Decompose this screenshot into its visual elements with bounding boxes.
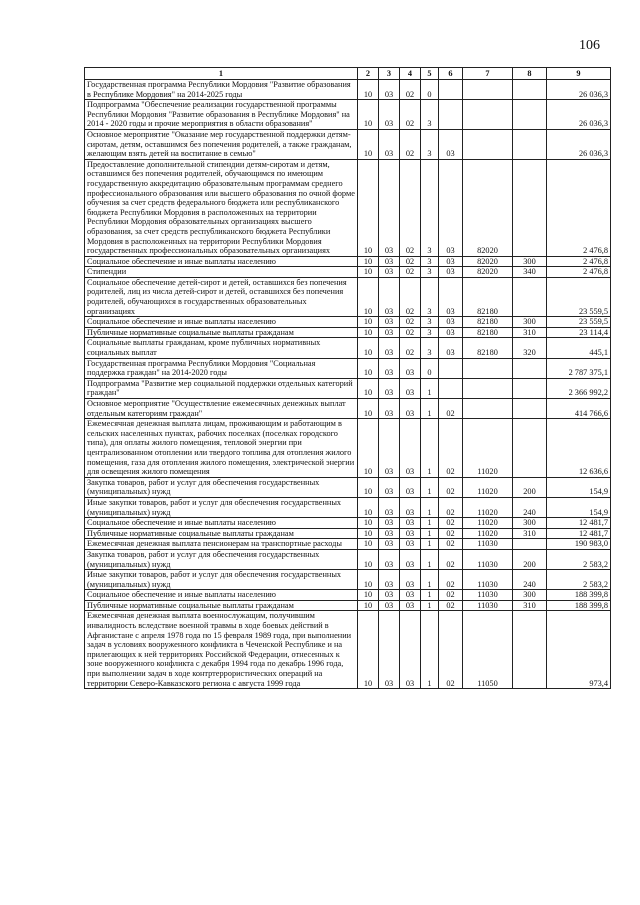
direction-code: 11030 xyxy=(463,590,513,601)
subsection-code: 03 xyxy=(379,477,400,497)
expense-type-code: 200 xyxy=(513,549,547,569)
subprogram-code: 1 xyxy=(421,528,439,539)
section-code: 10 xyxy=(358,600,379,611)
section-code: 10 xyxy=(358,518,379,529)
direction-code xyxy=(463,378,513,398)
column-header: 1 xyxy=(85,68,358,80)
expense-type-code xyxy=(513,100,547,130)
table-row xyxy=(85,317,611,328)
subprogram-code: 1 xyxy=(421,539,439,550)
table-row xyxy=(85,539,611,550)
column-header: 2 xyxy=(358,68,379,80)
subprogram-code: 3 xyxy=(421,267,439,278)
direction-code: 11030 xyxy=(463,570,513,590)
subprogram-code: 1 xyxy=(421,611,439,689)
section-code: 10 xyxy=(358,497,379,517)
section-code: 10 xyxy=(358,100,379,130)
subprogram-code: 3 xyxy=(421,159,439,256)
program-code: 02 xyxy=(400,129,421,159)
row-name: Социальное обеспечение и иные выплаты населению xyxy=(85,590,358,601)
direction-code xyxy=(463,399,513,419)
column-header: 8 xyxy=(513,68,547,80)
program-code: 03 xyxy=(400,477,421,497)
subsection-code: 03 xyxy=(379,358,400,378)
direction-code xyxy=(463,80,513,100)
expense-type-code: 340 xyxy=(513,267,547,278)
table-row xyxy=(85,378,611,398)
amount: 2 476,8 xyxy=(547,267,611,278)
program-code: 03 xyxy=(400,549,421,569)
table-row xyxy=(85,256,611,267)
section-code: 10 xyxy=(358,327,379,338)
row-name: Подпрограмма "Обеспечение реализации государственной программы Республики Мордовия "Развитие образования в Республике Мордовия" на 2014 - 2020 годы и прочие мероприятия в области образования" xyxy=(85,100,358,130)
subsection-code: 03 xyxy=(379,528,400,539)
direction-code: 11020 xyxy=(463,528,513,539)
row-name: Социальное обеспечение и иные выплаты населению xyxy=(85,317,358,328)
section-code: 10 xyxy=(358,539,379,550)
subprogram-code: 0 xyxy=(421,358,439,378)
expense-type-code xyxy=(513,277,547,316)
subprogram-code: 1 xyxy=(421,497,439,517)
subprogram-code: 1 xyxy=(421,549,439,569)
section-code: 10 xyxy=(358,611,379,689)
program-code: 02 xyxy=(400,317,421,328)
amount: 23 114,4 xyxy=(547,327,611,338)
activity-code: 03 xyxy=(439,277,463,316)
activity-code: 02 xyxy=(439,528,463,539)
section-code: 10 xyxy=(358,419,379,478)
subprogram-code: 0 xyxy=(421,80,439,100)
amount: 26 036,3 xyxy=(547,129,611,159)
section-code: 10 xyxy=(358,267,379,278)
amount: 2 787 375,1 xyxy=(547,358,611,378)
section-code: 10 xyxy=(358,477,379,497)
row-name: Социальное обеспечение и иные выплаты населению xyxy=(85,256,358,267)
activity-code xyxy=(439,358,463,378)
subprogram-code: 1 xyxy=(421,518,439,529)
section-code: 10 xyxy=(358,80,379,100)
subsection-code: 03 xyxy=(379,590,400,601)
subprogram-code: 1 xyxy=(421,378,439,398)
direction-code: 82180 xyxy=(463,327,513,338)
amount: 188 399,8 xyxy=(547,590,611,601)
subsection-code: 03 xyxy=(379,129,400,159)
subsection-code: 03 xyxy=(379,570,400,590)
direction-code: 82020 xyxy=(463,159,513,256)
row-name: Закупка товаров, работ и услуг для обеспечения государственных (муниципальных) нужд xyxy=(85,477,358,497)
expense-type-code: 200 xyxy=(513,477,547,497)
column-header: 7 xyxy=(463,68,513,80)
table-row xyxy=(85,611,611,689)
subprogram-code: 3 xyxy=(421,277,439,316)
subsection-code: 03 xyxy=(379,518,400,529)
program-code: 03 xyxy=(400,528,421,539)
amount: 12 481,7 xyxy=(547,518,611,529)
row-name: Подпрограмма "Развитие мер социальной поддержки отдельных категорий граждан" xyxy=(85,378,358,398)
direction-code: 11020 xyxy=(463,477,513,497)
row-name: Публичные нормативные социальные выплаты гражданам xyxy=(85,600,358,611)
direction-code: 82180 xyxy=(463,317,513,328)
amount: 2 583,2 xyxy=(547,570,611,590)
row-name: Иные закупки товаров, работ и услуг для обеспечения государственных (муниципальных) нужд xyxy=(85,570,358,590)
amount: 2 366 992,2 xyxy=(547,378,611,398)
row-name: Социальные выплаты гражданам, кроме публичных нормативных социальных выплат xyxy=(85,338,358,358)
row-name: Государственная программа Республики Мордовия "Развитие образования в Республике Мордовия" на 2014-2025 годы xyxy=(85,80,358,100)
subsection-code: 03 xyxy=(379,277,400,316)
table-row xyxy=(85,590,611,601)
column-header: 9 xyxy=(547,68,611,80)
expense-type-code xyxy=(513,539,547,550)
section-code: 10 xyxy=(358,256,379,267)
table-row xyxy=(85,129,611,159)
subsection-code: 03 xyxy=(379,399,400,419)
subsection-code: 03 xyxy=(379,600,400,611)
activity-code: 02 xyxy=(439,611,463,689)
amount: 26 036,3 xyxy=(547,100,611,130)
activity-code: 03 xyxy=(439,327,463,338)
amount: 23 559,5 xyxy=(547,317,611,328)
section-code: 10 xyxy=(358,277,379,316)
row-name: Социальное обеспечение детей-сирот и детей, оставшихся без попечения родителей, лиц из числа детей-сирот и детей, оставшихся без попечения родителей, обучающихся в государственных образовательных организациях xyxy=(85,277,358,316)
table-row xyxy=(85,399,611,419)
program-code: 02 xyxy=(400,80,421,100)
table-row xyxy=(85,600,611,611)
subsection-code: 03 xyxy=(379,256,400,267)
program-code: 03 xyxy=(400,358,421,378)
amount: 23 559,5 xyxy=(547,277,611,316)
table-row xyxy=(85,518,611,529)
program-code: 03 xyxy=(400,518,421,529)
budget-table xyxy=(84,67,611,689)
row-name: Государственная программа Республики Мордовия "Социальная поддержка граждан" на 2014-2020 годы xyxy=(85,358,358,378)
section-code: 10 xyxy=(358,317,379,328)
direction-code xyxy=(463,100,513,130)
activity-code: 02 xyxy=(439,497,463,517)
table-row xyxy=(85,338,611,358)
expense-type-code: 310 xyxy=(513,327,547,338)
subprogram-code: 1 xyxy=(421,419,439,478)
program-code: 02 xyxy=(400,277,421,316)
row-name: Ежемесячная денежная выплата военнослужащим, получившим инвалидность вследствие военной травмы в ходе боевых действий в Афганистане с апреля 1978 года по 15 февраля 1989 года, при выполнении задач в условиях вооруженного конфликта в Чеченской Республике и на прилегающих к ней территориях Российской Федерации, отнесенных к зоне вооруженного конфликта с декабря 1994 года по декабрь 1996 года, при выполнении задач в ходе контртеррористических операций на территории Северо-Кавказского региона с августа 1999 года xyxy=(85,611,358,689)
direction-code: 11020 xyxy=(463,518,513,529)
table-row xyxy=(85,267,611,278)
amount: 12 481,7 xyxy=(547,528,611,539)
expense-type-code xyxy=(513,129,547,159)
expense-type-code: 310 xyxy=(513,600,547,611)
direction-code: 11030 xyxy=(463,539,513,550)
section-code: 10 xyxy=(358,570,379,590)
direction-code: 11030 xyxy=(463,549,513,569)
activity-code xyxy=(439,100,463,130)
activity-code: 02 xyxy=(439,477,463,497)
program-code: 03 xyxy=(400,570,421,590)
subprogram-code: 1 xyxy=(421,600,439,611)
subsection-code: 03 xyxy=(379,539,400,550)
activity-code: 03 xyxy=(439,338,463,358)
subsection-code: 03 xyxy=(379,327,400,338)
subprogram-code: 1 xyxy=(421,399,439,419)
activity-code xyxy=(439,378,463,398)
expense-type-code: 300 xyxy=(513,590,547,601)
table-row xyxy=(85,159,611,256)
program-code: 02 xyxy=(400,256,421,267)
program-code: 02 xyxy=(400,338,421,358)
activity-code: 02 xyxy=(439,549,463,569)
subsection-code: 03 xyxy=(379,80,400,100)
program-code: 03 xyxy=(400,539,421,550)
amount: 2 583,2 xyxy=(547,549,611,569)
amount: 973,4 xyxy=(547,611,611,689)
activity-code: 03 xyxy=(439,159,463,256)
table-row xyxy=(85,528,611,539)
activity-code: 03 xyxy=(439,267,463,278)
subsection-code: 03 xyxy=(379,419,400,478)
program-code: 03 xyxy=(400,497,421,517)
program-code: 03 xyxy=(400,611,421,689)
row-name: Стипендии xyxy=(85,267,358,278)
amount: 2 476,8 xyxy=(547,256,611,267)
program-code: 03 xyxy=(400,399,421,419)
table-row xyxy=(85,570,611,590)
direction-code xyxy=(463,129,513,159)
amount: 188 399,8 xyxy=(547,600,611,611)
subsection-code: 03 xyxy=(379,159,400,256)
subprogram-code: 3 xyxy=(421,338,439,358)
table-row xyxy=(85,80,611,100)
activity-code: 03 xyxy=(439,256,463,267)
table-row xyxy=(85,277,611,316)
expense-type-code: 240 xyxy=(513,570,547,590)
row-name: Закупка товаров, работ и услуг для обеспечения государственных (муниципальных) нужд xyxy=(85,549,358,569)
subprogram-code: 3 xyxy=(421,256,439,267)
activity-code: 03 xyxy=(439,129,463,159)
row-name: Социальное обеспечение и иные выплаты населению xyxy=(85,518,358,529)
section-code: 10 xyxy=(358,159,379,256)
expense-type-code xyxy=(513,159,547,256)
section-code: 10 xyxy=(358,399,379,419)
table-row xyxy=(85,419,611,478)
expense-type-code: 300 xyxy=(513,317,547,328)
expense-type-code xyxy=(513,419,547,478)
program-code: 02 xyxy=(400,267,421,278)
subprogram-code: 3 xyxy=(421,129,439,159)
table-row xyxy=(85,327,611,338)
row-name: Иные закупки товаров, работ и услуг для обеспечения государственных (муниципальных) нужд xyxy=(85,497,358,517)
expense-type-code xyxy=(513,80,547,100)
program-code: 02 xyxy=(400,327,421,338)
table-row xyxy=(85,549,611,569)
subprogram-code: 1 xyxy=(421,570,439,590)
row-name: Основное мероприятие "Оказание мер государственной поддержки детям-сиротам, детям, оставшимся без попечения родителей, а также гражданам, желающим взять детей на воспитание в семью" xyxy=(85,129,358,159)
table-row xyxy=(85,477,611,497)
activity-code: 02 xyxy=(439,419,463,478)
row-name: Публичные нормативные социальные выплаты гражданам xyxy=(85,327,358,338)
direction-code: 11030 xyxy=(463,600,513,611)
activity-code: 02 xyxy=(439,570,463,590)
activity-code: 02 xyxy=(439,518,463,529)
section-code: 10 xyxy=(358,378,379,398)
table-row xyxy=(85,497,611,517)
expense-type-code: 300 xyxy=(513,518,547,529)
program-code: 02 xyxy=(400,100,421,130)
section-code: 10 xyxy=(358,129,379,159)
program-code: 03 xyxy=(400,600,421,611)
column-header: 6 xyxy=(439,68,463,80)
subsection-code: 03 xyxy=(379,611,400,689)
expense-type-code: 300 xyxy=(513,256,547,267)
amount: 154,9 xyxy=(547,477,611,497)
direction-code: 82020 xyxy=(463,267,513,278)
row-name: Публичные нормативные социальные выплаты гражданам xyxy=(85,528,358,539)
subprogram-code: 3 xyxy=(421,327,439,338)
subsection-code: 03 xyxy=(379,317,400,328)
amount: 190 983,0 xyxy=(547,539,611,550)
expense-type-code xyxy=(513,358,547,378)
direction-code xyxy=(463,358,513,378)
activity-code xyxy=(439,80,463,100)
table-row xyxy=(85,100,611,130)
row-name: Основное мероприятие "Осуществление ежемесячных денежных выплат отдельным категориям граждан" xyxy=(85,399,358,419)
section-code: 10 xyxy=(358,590,379,601)
section-code: 10 xyxy=(358,528,379,539)
expense-type-code xyxy=(513,378,547,398)
activity-code: 02 xyxy=(439,590,463,601)
column-header: 5 xyxy=(421,68,439,80)
direction-code: 11020 xyxy=(463,497,513,517)
table-row xyxy=(85,358,611,378)
expense-type-code: 310 xyxy=(513,528,547,539)
direction-code: 11050 xyxy=(463,611,513,689)
row-name: Ежемесячная денежная выплата пенсионерам на транспортные расходы xyxy=(85,539,358,550)
section-code: 10 xyxy=(358,358,379,378)
program-code: 03 xyxy=(400,590,421,601)
section-code: 10 xyxy=(358,549,379,569)
subprogram-code: 1 xyxy=(421,477,439,497)
program-code: 03 xyxy=(400,378,421,398)
amount: 2 476,8 xyxy=(547,159,611,256)
activity-code: 02 xyxy=(439,399,463,419)
direction-code: 82020 xyxy=(463,256,513,267)
subprogram-code: 1 xyxy=(421,590,439,601)
row-name: Ежемесячная денежная выплата лицам, проживающим и работающим в сельских населенных пунктах, рабочих поселках (поселках городского типа), для оплаты жилого помещения, тепловой энергии при централизованном отоплении или твердого топлива для отопления жилого помещения, газа для отопления жилого помещения, электрической энергии для освещения жилого помещения xyxy=(85,419,358,478)
table-header-row xyxy=(85,68,611,80)
expense-type-code xyxy=(513,399,547,419)
amount: 414 766,6 xyxy=(547,399,611,419)
subsection-code: 03 xyxy=(379,338,400,358)
expense-type-code: 320 xyxy=(513,338,547,358)
page-number: 106 xyxy=(579,38,600,53)
subsection-code: 03 xyxy=(379,497,400,517)
subsection-code: 03 xyxy=(379,378,400,398)
column-header: 3 xyxy=(379,68,400,80)
program-code: 03 xyxy=(400,419,421,478)
program-code: 02 xyxy=(400,159,421,256)
amount: 26 036,3 xyxy=(547,80,611,100)
subsection-code: 03 xyxy=(379,100,400,130)
row-name: Предоставление дополнительной стипендии детям-сиротам и детям, оставшимся без попечения родителей, обучающимся по имеющим государственную аккредитацию образовательным программам среднего профессионального образования или высшего образования по очной форме обучения за счет средств федерального бюджета или республиканского бюджета Республики Мордовия в расположенных на территории Республики Мордовия образовательных организациях высшего образования, за счет средств республиканского бюджета Республики Мордовия в расположенных на территории Республики Мордовия государственных профессиональных образовательных организациях xyxy=(85,159,358,256)
subprogram-code: 3 xyxy=(421,100,439,130)
subprogram-code: 3 xyxy=(421,317,439,328)
activity-code: 03 xyxy=(439,317,463,328)
direction-code: 11020 xyxy=(463,419,513,478)
activity-code: 02 xyxy=(439,600,463,611)
subsection-code: 03 xyxy=(379,549,400,569)
amount: 154,9 xyxy=(547,497,611,517)
column-header: 4 xyxy=(400,68,421,80)
expense-type-code: 240 xyxy=(513,497,547,517)
activity-code: 02 xyxy=(439,539,463,550)
direction-code: 82180 xyxy=(463,338,513,358)
amount: 12 636,6 xyxy=(547,419,611,478)
expense-type-code xyxy=(513,611,547,689)
amount: 445,1 xyxy=(547,338,611,358)
direction-code: 82180 xyxy=(463,277,513,316)
section-code: 10 xyxy=(358,338,379,358)
subsection-code: 03 xyxy=(379,267,400,278)
